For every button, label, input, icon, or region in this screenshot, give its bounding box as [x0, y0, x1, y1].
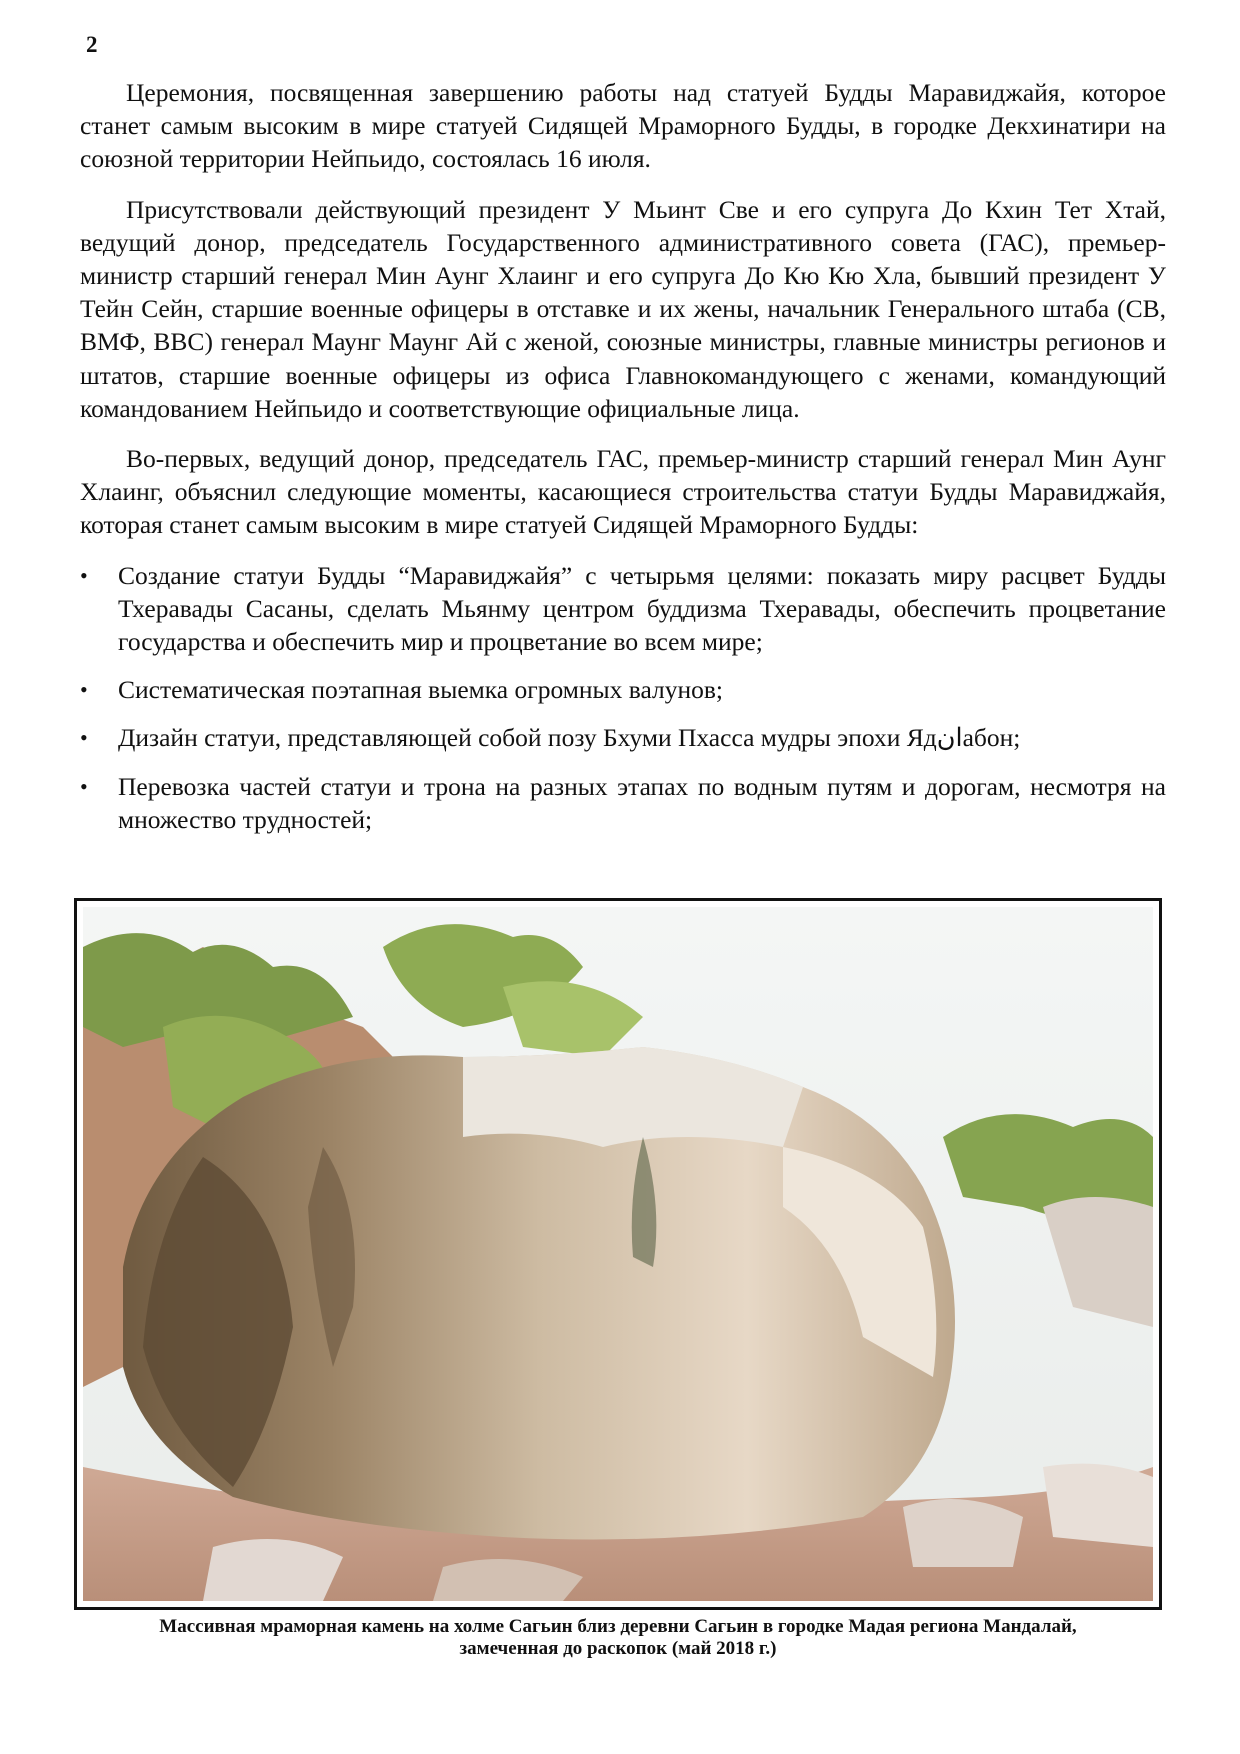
- caption-line-1: Массивная мраморная камень на холме Сагьин близ деревни Сагьин в городке Мадая региона Мандалай,: [159, 1616, 1077, 1637]
- paragraph-ceremony: Церемония, посвященная завершению работы над статуей Будды Маравиджайя, которое станет самым высоким в мире статуей Сидящей Мраморного Будды, в городке Декхинатири на союзной территории Нейпьидо, состоялась 16 июля.: [80, 78, 1166, 174]
- list-item-text: Дизайн статуи, представляющей собой позу Бхуми Пхасса мудры эпохи Ядانабон;: [118, 723, 1021, 753]
- bullet-icon: •: [80, 773, 88, 799]
- marble-boulder-photo: [83, 907, 1153, 1601]
- article-body: [80, 76, 1166, 851]
- bullet-icon: •: [80, 562, 88, 588]
- list-item-text: Создание статуи Будды “Маравиджайя” с четырьмя целями: показать миру расцвет Будды Тхеравады Сасаны, сделать Мьянму центром буддизма Тхеравады, обеспечить процветание государства и обеспечить мир и процветание во всем мире;: [118, 560, 1166, 657]
- bullet-list: [80, 559, 1166, 836]
- list-item: [80, 770, 1166, 836]
- list-item-text: Перевозка частей статуи и трона на разных этапах по водным путям и дорогам, несмотря на множество трудностей;: [118, 771, 1166, 834]
- photo-caption: [74, 1616, 1162, 1660]
- bullet-icon: •: [80, 677, 88, 703]
- paragraph-attendees: Присутствовали действующий президент У Мьинт Све и его супруга До Кхин Тет Хтай, ведущий донор, председатель Государственного административного совета (ГАС), премьер-министр старший генерал Мин Аунг Хлаинг и его супруга До Кю Кю Хла, бывший президент У Тейн Сейн, старшие военные офицеры в отставке и их жены, начальник Генерального штаба (СВ, ВМФ, ВВС) генерал Маунг Маунг Ай с женой, союзные министры, главные министры регионов и штатов, старшие военные офицеры из офиса Главнокомандующего с женами, командующий командованием Нейпьидо и соответствующие официальные лица.: [80, 194, 1166, 423]
- list-item: [80, 673, 1166, 706]
- photo-frame: [74, 898, 1162, 1610]
- list-item: [80, 559, 1166, 659]
- bullet-icon: •: [80, 725, 88, 751]
- list-item: [80, 721, 1166, 754]
- list-item-text: Систематическая поэтапная выемка огромных валунов;: [118, 675, 724, 705]
- caption-line-2: замеченная до раскопок (май 2018 г.): [459, 1638, 777, 1659]
- page-number: 2: [86, 32, 98, 57]
- paragraph-explanation: Во-первых, ведущий донор, председатель ГАС, премьер-министр старший генерал Мин Аунг Хлаинг, объяснил следующие моменты, касающиеся строительства статуи Будды Маравиджайя, которая станет самым высоким в мире статуей Сидящей Мраморного Будды:: [80, 444, 1166, 540]
